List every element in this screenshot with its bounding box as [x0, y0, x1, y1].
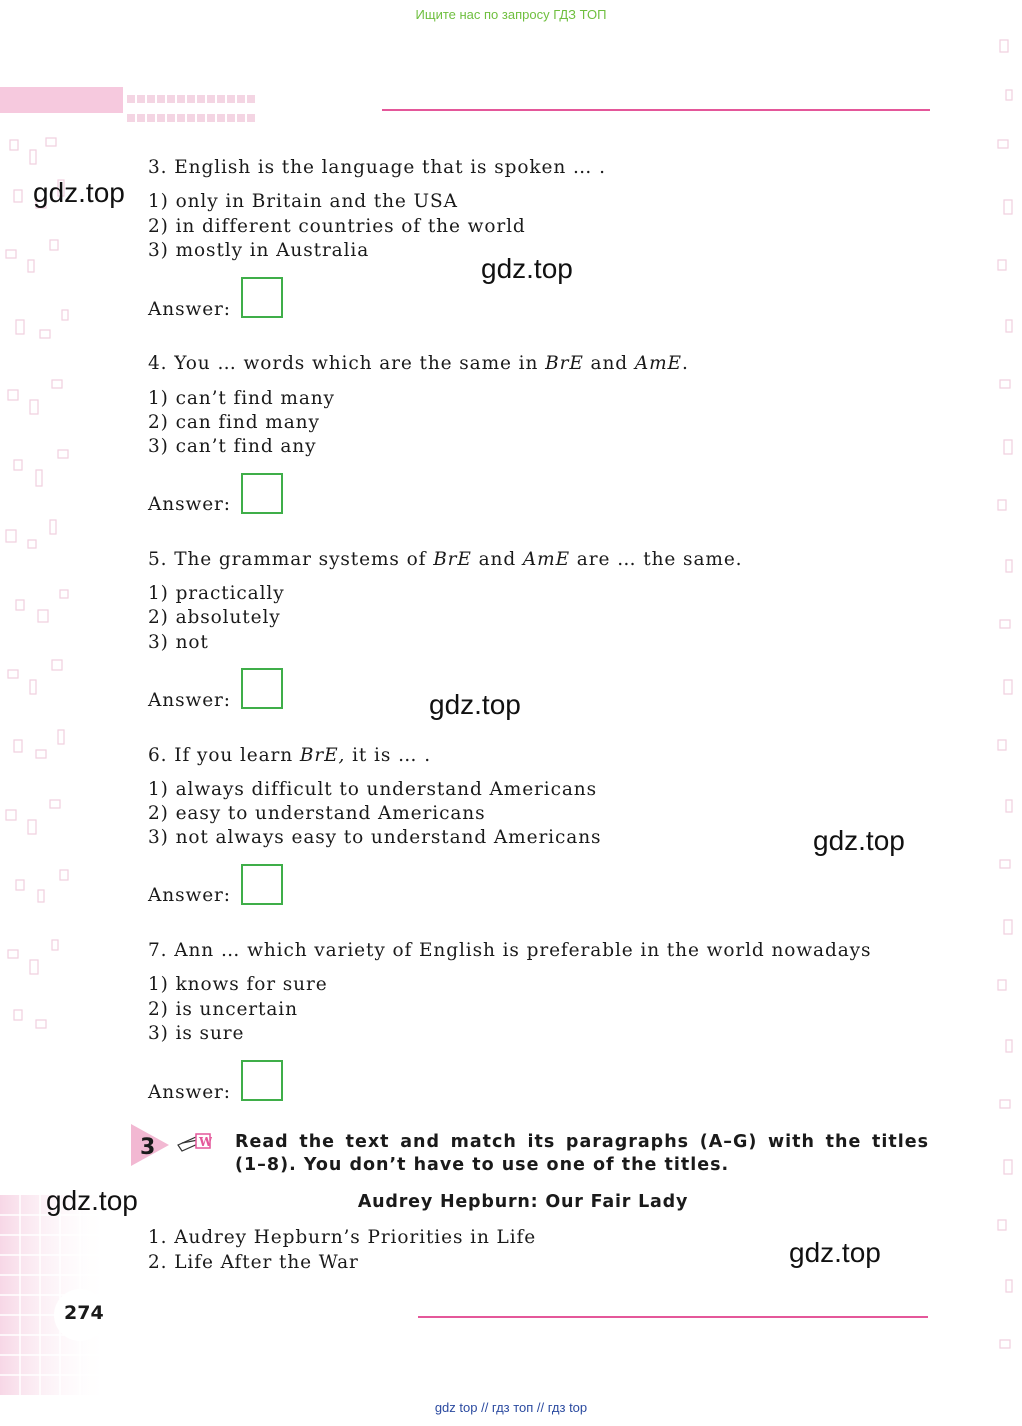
question-6-option-2: 2) easy to understand Americans — [148, 803, 486, 824]
question-3-answer-box[interactable] — [241, 277, 283, 318]
question-5-option-2: 2) absolutely — [148, 607, 281, 628]
question-5-option-1: 1) practically — [148, 583, 285, 604]
watermark-5: gdz.top — [46, 1185, 138, 1216]
question-6-answer-box[interactable] — [241, 864, 283, 905]
question-3-stem: 3. English is the language that is spoken … . — [148, 157, 606, 178]
task-number: 3 — [140, 1135, 156, 1160]
question-3-option-1: 1) only in Britain and the USA — [148, 191, 458, 212]
question-5-answer-label: Answer: — [148, 690, 231, 711]
question-3-option-3: 3) mostly in Australia — [148, 240, 370, 261]
question-6-option-1: 1) always difficult to understand Americans — [148, 779, 598, 800]
question-6-answer-label: Answer: — [148, 885, 231, 906]
question-6-stem: 6. If you learn BrE, it is … . — [148, 745, 431, 766]
question-7-option-2: 2) is uncertain — [148, 999, 298, 1020]
question-4-option-1: 1) can’t find many — [148, 388, 335, 409]
watermark-6: gdz.top — [789, 1237, 881, 1268]
task-instruction: Read the text and match its paragraphs (A–G) with the titles (1–8). You don’t have to use one of the titles. — [235, 1132, 929, 1175]
question-5-stem: 5. The grammar systems of BrE and AmE are … the same. — [148, 549, 743, 570]
watermark-1: gdz.top — [33, 177, 125, 208]
text-title: Audrey Hepburn: Our Fair Lady — [357, 1192, 689, 1212]
left-decor-pattern — [0, 130, 90, 1050]
question-7-answer-label: Answer: — [148, 1082, 231, 1103]
watermark-4: gdz.top — [813, 825, 905, 856]
question-7-stem: 7. Ann … which variety of English is preferable in the world nowadays — [148, 940, 872, 961]
footer-rule — [418, 1316, 928, 1318]
question-3-option-2: 2) in different countries of the world — [148, 216, 526, 237]
question-5-option-3: 3) not — [148, 632, 209, 653]
watermark-3: gdz.top — [429, 689, 521, 720]
watermark-2: gdz.top — [481, 253, 573, 284]
question-4-option-2: 2) can find many — [148, 412, 320, 433]
question-6-option-3: 3) not always easy to understand Americans — [148, 827, 602, 848]
question-7-option-1: 1) knows for sure — [148, 974, 328, 995]
question-4-answer-label: Answer: — [148, 494, 231, 515]
question-4-stem: 4. You … words which are the same in BrE and AmE. — [148, 353, 689, 374]
task-number-badge — [131, 1124, 169, 1166]
bottom-note[interactable]: gdz top // гдз топ // гдз top — [434, 1400, 588, 1415]
question-5-answer-box[interactable] — [241, 668, 283, 709]
right-decor-pattern — [992, 30, 1022, 1390]
pencil-writing-icon — [176, 1131, 212, 1157]
header-dot-strip — [126, 89, 276, 111]
question-7-option-3: 3) is sure — [148, 1023, 245, 1044]
header-rule — [382, 109, 930, 111]
header-pink-band — [0, 87, 123, 113]
question-4-option-3: 3) can’t find any — [148, 436, 317, 457]
page-number: 274 — [64, 1302, 104, 1324]
top-note: Ищите нас по запросу ГДЗ ТОП — [415, 7, 607, 22]
title-option-1: 1. Audrey Hepburn’s Priorities in Life — [148, 1227, 537, 1248]
question-4-answer-box[interactable] — [241, 473, 283, 514]
question-7-answer-box[interactable] — [241, 1060, 283, 1101]
bottom-left-grid — [0, 1195, 110, 1395]
question-3-answer-label: Answer: — [148, 299, 231, 320]
writing-icon-letter: W — [199, 1135, 212, 1149]
title-option-2: 2. Life After the War — [148, 1252, 359, 1273]
